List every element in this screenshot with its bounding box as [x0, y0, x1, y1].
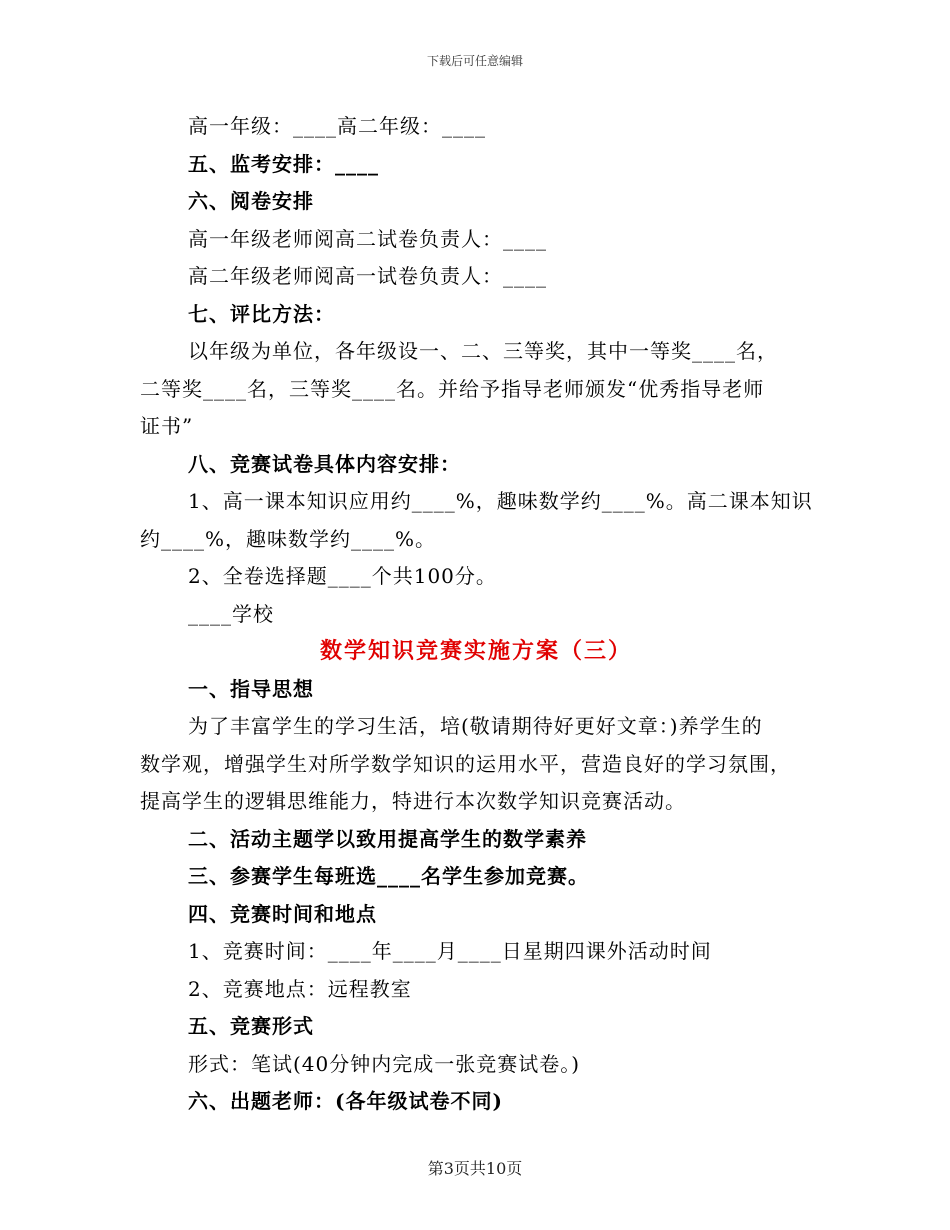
text-line: 七、评比方法： [188, 301, 335, 326]
text-line: 二、活动主题学以致用提高学生的数学素养 [188, 826, 587, 851]
text-line: 约____%，趣味数学约____%。 [140, 526, 437, 551]
text-line: 高二年级老师阅高一试卷负责人：____ [188, 264, 547, 288]
text-line: 1、竞赛时间：____年____月____日星期四课外活动时间 [188, 939, 712, 963]
text-line: 2、竞赛地点：远程教室 [188, 976, 412, 1001]
text-line: 四、竞赛时间和地点 [188, 901, 377, 926]
text-line: 以年级为单位，各年级设一、二、三等奖，其中一等奖____名， [188, 339, 778, 363]
text-line: 提高学生的逻辑思维能力，特进行本次数学知识竞赛活动。 [140, 789, 686, 813]
text-line: 五、监考安排：____ [188, 151, 379, 176]
text-line: 六、阅卷安排 [188, 189, 314, 213]
text-line: 高一年级老师阅高二试卷负责人：____ [188, 226, 547, 251]
text-line: 八、竞赛试卷具体内容安排： [188, 451, 461, 476]
text-line: 六、出题老师：(各年级试卷不同) [188, 1089, 503, 1113]
text-line: 一、指导思想 [188, 676, 314, 701]
page-header: 下载后可任意编辑 [426, 54, 523, 68]
text-line: 为了丰富学生的学习生活，培(敬请期待好更好文章：)养学生的 [188, 714, 763, 738]
document-body [140, 108, 812, 1121]
text-line: 高一年级：____高二年级：____ [188, 114, 486, 138]
text-line: 二等奖____名，三等奖____名。并给予指导老师颁发“优秀指导老师 [140, 376, 765, 401]
text-line: ____学校 [188, 601, 274, 626]
text-line: 1、高一课本知识应用约____%，趣味数学约____%。高二课本知识 [188, 489, 813, 513]
document-title: 数学知识竞赛实施方案（三） [319, 638, 632, 664]
text-line: 证书” [140, 414, 194, 438]
text-line: 2、全卷选择题____个共100分。 [188, 564, 497, 588]
page-footer: 第3页共10页 [427, 1159, 523, 1178]
text-line: 数学观，增强学生对所学数学知识的运用水平，营造良好的学习氛围， [140, 751, 791, 776]
text-line: 五、竞赛形式 [188, 1014, 314, 1038]
text-line: 形式：笔试(40分钟内完成一张竞赛试卷。) [188, 1051, 581, 1076]
text-line: 三、参赛学生每班选____名学生参加竞赛。 [188, 864, 589, 888]
